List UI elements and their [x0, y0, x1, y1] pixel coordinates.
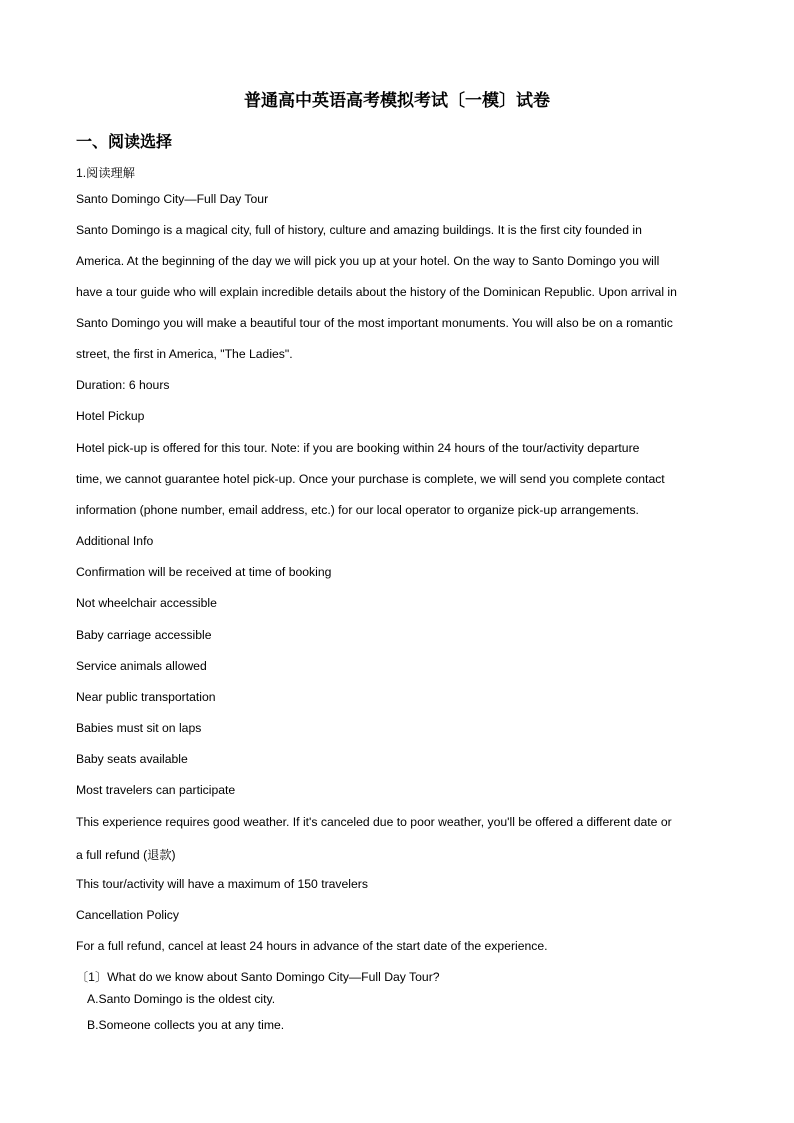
passage-line: This tour/activity will have a maximum of 150 travelers — [76, 877, 368, 891]
passage-line: Baby carriage accessible — [76, 628, 212, 642]
passage-line: Most travelers can participate — [76, 783, 236, 797]
option-a: A.Santo Domingo is the oldest city. — [87, 992, 276, 1006]
passage-line: Babies must sit on laps — [76, 721, 202, 735]
passage-line: Not wheelchair accessible — [76, 596, 217, 610]
question-number: 1.阅读理解 — [76, 166, 135, 180]
option-b: B.Someone collects you at any time. — [87, 1018, 285, 1032]
passage-line: Service animals allowed — [76, 659, 207, 673]
passage-line: Baby seats available — [76, 752, 188, 766]
passage-line: Santo Domingo you will make a beautiful tour of the most important monuments. You will also be on a romantic — [76, 316, 673, 330]
passage-title: Santo Domingo City—Full Day Tour — [76, 192, 269, 206]
passage-line: Hotel Pickup — [76, 409, 145, 423]
passage-line: Santo Domingo is a magical city, full of history, culture and amazing buildings. It is the first city founded in — [76, 223, 642, 237]
passage-line: Near public transportation — [76, 690, 216, 704]
passage-line: America. At the beginning of the day we will pick you up at your hotel. On the way to Santo Domingo you will — [76, 254, 660, 268]
passage-line: This experience requires good weather. If it's canceled due to poor weather, you'll be offered a different date or — [76, 815, 672, 829]
section-heading: 一、阅读选择 — [76, 132, 173, 151]
question-1: 〔1〕What do we know about Santo Domingo City—Full Day Tour? — [76, 970, 440, 984]
passage-line: information (phone number, email address, etc.) for our local operator to organize pick-up arrangements. — [76, 503, 639, 517]
passage-line: street, the first in America, "The Ladies". — [76, 347, 293, 361]
passage-line: have a tour guide who will explain incredible details about the history of the Dominican Republic. Upon arrival in — [76, 285, 677, 299]
passage-line: time, we cannot guarantee hotel pick-up. Once your purchase is complete, we will send you complete contact — [76, 472, 665, 486]
passage-line: Cancellation Policy — [76, 908, 179, 922]
passage-line: Duration: 6 hours — [76, 378, 170, 392]
passage-line: Hotel pick-up is offered for this tour. Note: if you are booking within 24 hours of the tour/activity departure — [76, 441, 640, 455]
page-title: 普通高中英语高考模拟考试〔一模〕试卷 — [244, 91, 550, 111]
passage-line: Additional Info — [76, 534, 154, 548]
passage-line: Confirmation will be received at time of booking — [76, 565, 332, 579]
passage-line: a full refund (退款) — [76, 848, 176, 862]
passage-line: For a full refund, cancel at least 24 hours in advance of the start date of the experience. — [76, 939, 548, 953]
